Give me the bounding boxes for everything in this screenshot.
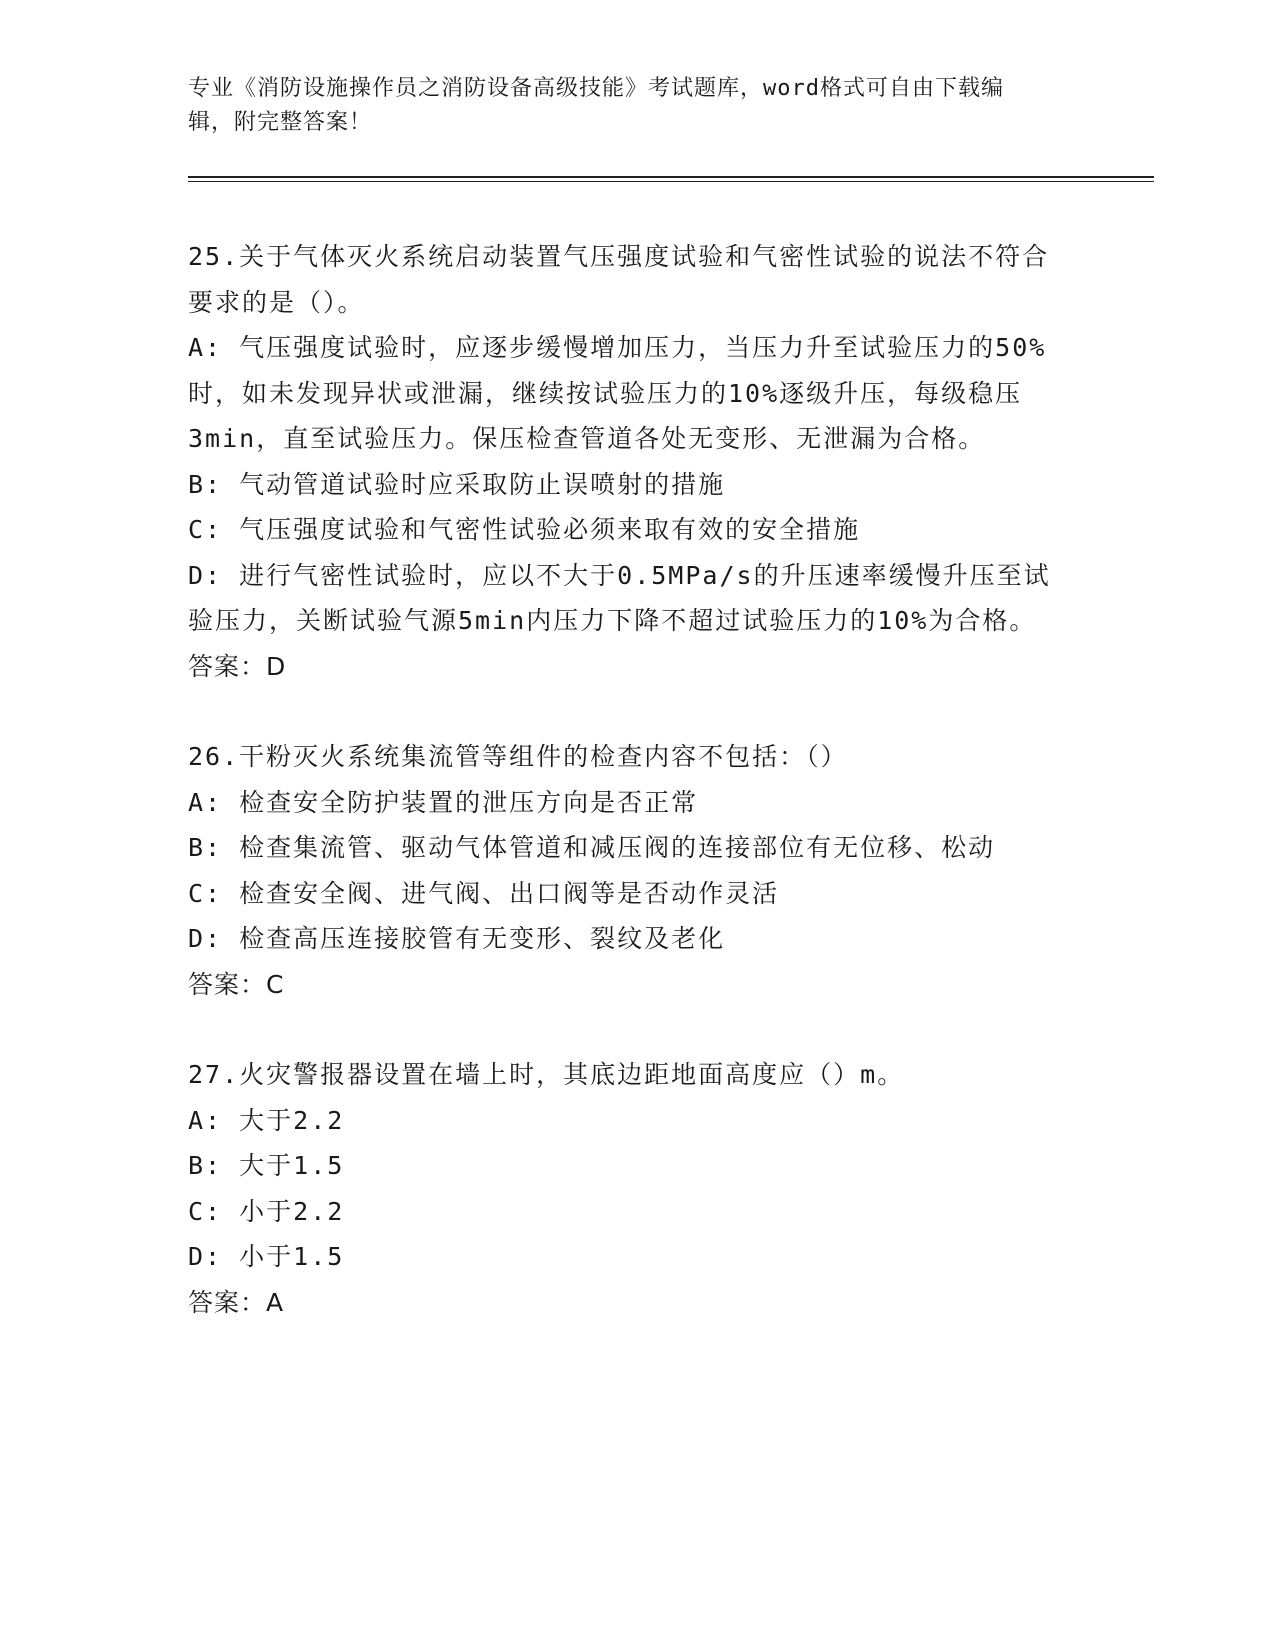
- question-27: [188, 1052, 1068, 1325]
- document-page: [188, 72, 1148, 1325]
- question-stem: 27.火灾警报器设置在墙上时，其底边距地面高度应（）m。: [188, 1060, 905, 1089]
- answer: 答案：A: [188, 1287, 285, 1317]
- option-c: C: 小于2.2: [188, 1196, 345, 1226]
- question-26: [188, 734, 1068, 1007]
- document-header: [188, 72, 1068, 140]
- option-b: B: 检查集流管、驱动气体管道和减压阀的连接部位有无位移、松动: [188, 833, 996, 862]
- question-25: [188, 234, 1068, 689]
- header-line-2: 辑，附完整答案！: [188, 110, 373, 135]
- option-a: A: 检查安全防护装置的泄压方向是否正常: [188, 787, 699, 817]
- option-a: A: 大于2.2: [188, 1105, 345, 1135]
- answer: 答案：D: [188, 651, 287, 681]
- question-stem: 25.关于气体灭火系统启动装置气压强度试验和气密性试验的说法不符合要求的是（）。: [188, 242, 1050, 317]
- question-stem: 26.干粉灭火系统集流管等组件的检查内容不包括：（）: [188, 742, 848, 771]
- option-d: D: 小于1.5: [188, 1242, 345, 1271]
- option-d: D: 检查高压连接胶管有无变形、裂纹及老化: [188, 924, 726, 953]
- header-line-1: 专业《消防设施操作员之消防设备高级技能》考试题库，word格式可自由下载编: [188, 76, 1004, 101]
- option-b: B: 大于1.5: [188, 1151, 345, 1180]
- option-d: D: 进行气密性试验时，应以不大于0.5MPa/s的升压速率缓慢升压至试验压力，关断试验气源5min内压力下降不超过试验压力的10%为合格。: [188, 560, 1051, 635]
- answer: 答案：C: [188, 969, 285, 999]
- option-b: B: 气动管道试验时应采取防止误喷射的措施: [188, 469, 726, 499]
- option-c: C: 气压强度试验和气密性试验必须来取有效的安全措施: [188, 515, 861, 544]
- option-c: C: 检查安全阀、进气阀、出口阀等是否动作灵活: [188, 878, 780, 908]
- option-a: A: 气压强度试验时，应逐步缓慢增加压力，当压力升至试验压力的50%时，如未发现异状或泄漏，继续按试验压力的10%逐级升压，每级稳压3min，直至试验压力。保压检查管道各处无变形、无泄漏为合格。: [188, 333, 1047, 453]
- header-divider: [188, 176, 1154, 182]
